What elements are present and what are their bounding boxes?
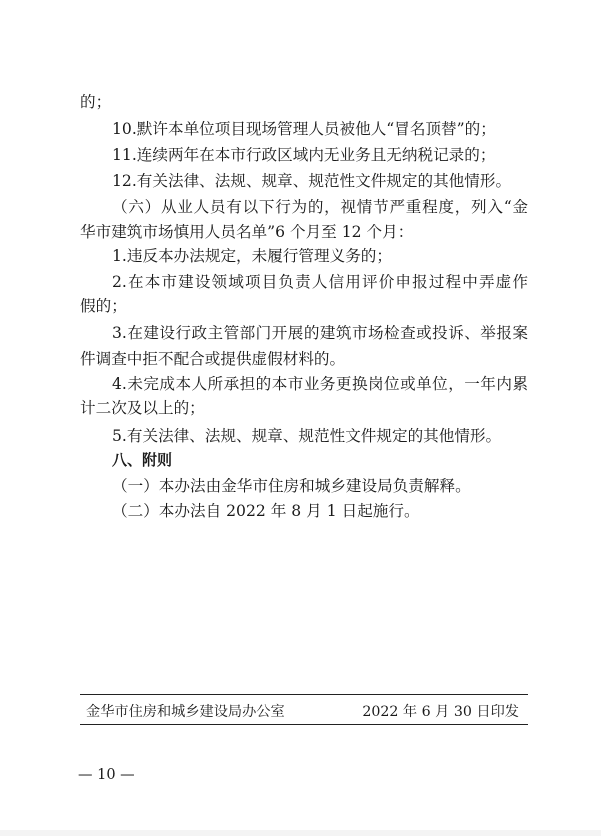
text-line: 10.默许本单位项目现场管理人员被他人“冒名顶替”的； [112,120,496,138]
text-line: 计二次及以上的； [80,399,205,417]
text-line: 5.有关法律、法规、规章、规范性文件规定的其他情形。 [112,427,502,445]
text-line: （一）本办法由金华市住房和城乡建设局负责解释。 [112,477,471,495]
page-number: — 10 — [78,767,135,783]
text-line: 假的； [80,297,127,315]
footer-issuer: 金华市住房和城乡建设局办公室 [86,704,285,720]
footer-date: 2022 年 6 月 30 日印发 [362,704,519,720]
text-line: 件调查中拒不配合或提供虚假材料的。 [80,350,346,368]
footer-bottom-rule [80,724,528,725]
text-line: 2.在本市建设领域项目负责人信用评价申报过程中弄虚作 [112,273,528,291]
text-line: 华市建筑市场慎用人员名单”6 个月至 12 个月： [80,223,414,241]
footer-top-rule [80,694,528,695]
text-line: 11.连续两年在本市行政区域内无业务且无纳税记录的； [112,146,496,164]
page-edge [0,830,601,836]
text-line: 的； [80,93,112,111]
text-line: 3.在建设行政主管部门开展的建筑市场检查或投诉、举报案 [112,324,528,342]
text-line: 12.有关法律、法规、规章、规范性文件规定的其他情形。 [112,172,512,190]
text-line: （二）本办法自 2022 年 8 月 1 日起施行。 [112,502,420,520]
text-line: （六）从业人员有以下行为的，视情节严重程度，列入“金 [112,198,528,216]
text-line: 4.未完成本人所承担的本市业务更换岗位或单位，一年内累 [112,375,528,393]
text-line: 1.违反本办法规定，未履行管理义务的； [112,247,392,265]
section-heading: 八、附则 [112,451,173,469]
